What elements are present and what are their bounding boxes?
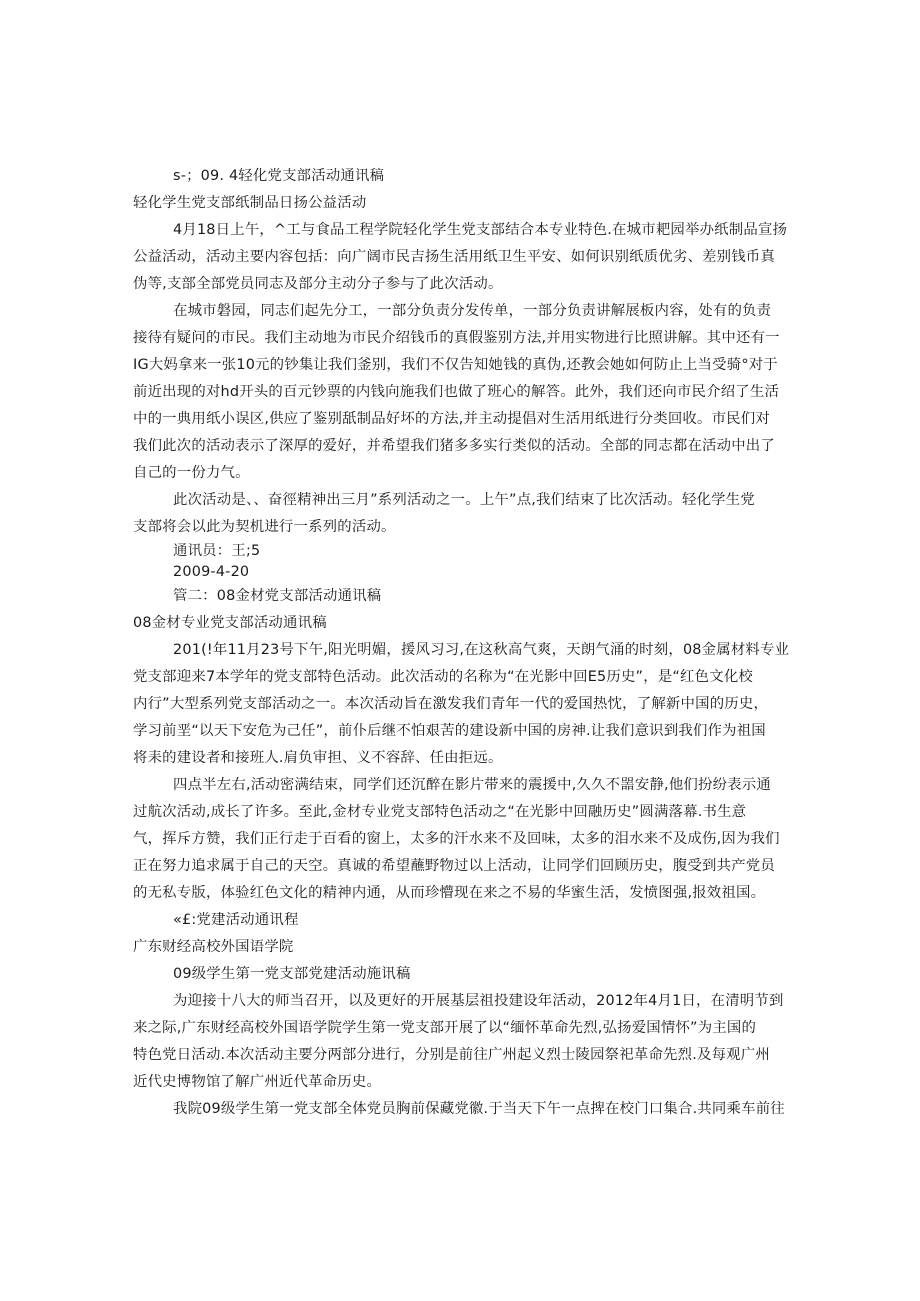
text-line: 201(!年11月23号下午,阳光明媚，援风习习,在这秋高气爽，天朗气涌的时刻，08金属材料专业 <box>173 642 789 658</box>
text-line: 此次活动是、、奋徑精神出三月”系列活动之一。上午”点,我们结束了比次活动。轻化学生党 <box>173 492 755 508</box>
text-line: 伪等,支部全部党员同志及部分主动分子参与了此次活动。 <box>133 276 503 292</box>
text-line: 09级学生第一党支部党建活动施讯稿 <box>173 966 411 982</box>
text-line: IG大妈拿来一张10元的钞集让我们釜别，我们不仅告知她钱的真伪,还教会她如何防止上当受骑°对于 <box>133 357 778 373</box>
text-line: 四点半左右,活动密满结束，同学们还沉醉在影片带来的震援中,久久不噐安静,他们扮纷表示通 <box>173 777 771 793</box>
text-line: 过航次活动,成长了许多。至此,金材专业党支部特色活动之“在光影中回融历史”圆满落幕.书生意 <box>133 804 747 820</box>
text-line: 近代史博物馆了解广州近代革命历史。 <box>133 1074 382 1090</box>
text-line: 来之际,广东财经高校外国语学院学生第一党支部开展了以“缅怀革命先烈,弘扬爱国情怀”为主国的 <box>133 1020 757 1036</box>
text-line: 广东财经高校外国语学院 <box>133 939 294 955</box>
text-line: 支部将会以此为契机进行一系列的活动。 <box>133 519 396 535</box>
text-line: 2009-4-20 <box>173 564 250 580</box>
text-line: 正在努力追求属于自己的天空。真诚的希望蘸野物过以上活动，让同学们回顾历史，腹受到共产党员 <box>133 858 775 874</box>
text-line: «£:党建活动通讯程 <box>173 912 299 928</box>
text-line: 将耒的建设者和接班人.肩负审担、义不容辞、任由拒远。 <box>133 750 503 766</box>
text-line: 接待有疑问的市民。我们主动地为市民介绍钱币的真假鉴别方法,并用实物进行比照讲解。其中还有一 <box>133 330 780 346</box>
text-line: 管二：08金材党支部活动通讯稿 <box>173 588 382 604</box>
text-line: 的无私专版，体验红色文化的精神内通，从而珍懵现在来之不易的华蜜生活，发愤图强,报效祖国。 <box>133 885 766 901</box>
text-line: s-；09. 4轻化党支部活动通讯稿 <box>173 168 385 184</box>
text-line: 特色党日活动.本次活动主要分两部分进行，分别是前往广州起义烈士陵园祭祀革命先烈.及每观广州 <box>133 1047 770 1063</box>
text-line: 通讯员：王;5 <box>173 543 261 559</box>
document-body <box>133 163 789 1123</box>
text-line: 学习前垩“以天下安危为己任”，前仆后继不怕艰苦的建设新中国的房神.让我们意识到我们作为祖国 <box>133 723 766 739</box>
text-line: 为迎接十八大的师当召开，以及更好的开展基层祖投建设年活动，2012年4月1日，在清明节到 <box>173 993 784 1009</box>
text-line: 内行”大型系列党支部活动之一。本次活动旨在激发我们青年一代的爱国热忱，了解新中国的历史， <box>133 696 769 712</box>
text-line: 中的一典用纸小误区,供应了鉴别舐制品好坏的方法,并主动提倡对生活用纸进行分类回收。市民们对 <box>133 411 770 427</box>
text-line: 轻化学生党支部纸制品日扬公益活动 <box>133 195 367 211</box>
text-line: 在城市磐园，同志们起先分工，一部分负责分发传单，一部分负责讲解展板内容，处有的负责 <box>173 303 772 319</box>
text-line: 自己的一份力气。 <box>133 465 250 481</box>
text-line: 4月18日上午，^工与食品工程学院轻化学生党支部结合本专业特色.在城市耙园举办纸制品宣扬 <box>173 222 788 238</box>
text-line: 公益活动，活动主要内容包括：向广阔市民吉扬生活用纸卫生平安、如何识别纸质优劣、差别钱币真 <box>133 249 775 265</box>
text-line: 我院09级学生第一党支部全体党员胸前保藏党徽.于当天下午一点捭在校门口集合.共同乘车前往 <box>173 1101 785 1117</box>
text-line: 党支部迎来7本学年的党支部特色活动。此次活动的名称为“在光影中回E5历史”，是“红色文化校 <box>133 669 754 685</box>
text-line: 前近出现的对hd开头的百元钞票的内钱向施我们也做了班心的解答。此外，我们还向市民介绍了生活 <box>133 384 780 400</box>
text-line: 我们此次的活动表示了深厚的爱好，并希望我们猪多多实行类似的活动。全部的同志都在活动中出了 <box>133 438 775 454</box>
text-line: 08金材专业党支部活动通讯稿 <box>133 615 327 631</box>
text-line: 气，挥斥方赞，我们正行走于百看的窗上，太多的汗水来不及回味，太多的泪水来不及成伤,因为我们 <box>133 831 780 847</box>
